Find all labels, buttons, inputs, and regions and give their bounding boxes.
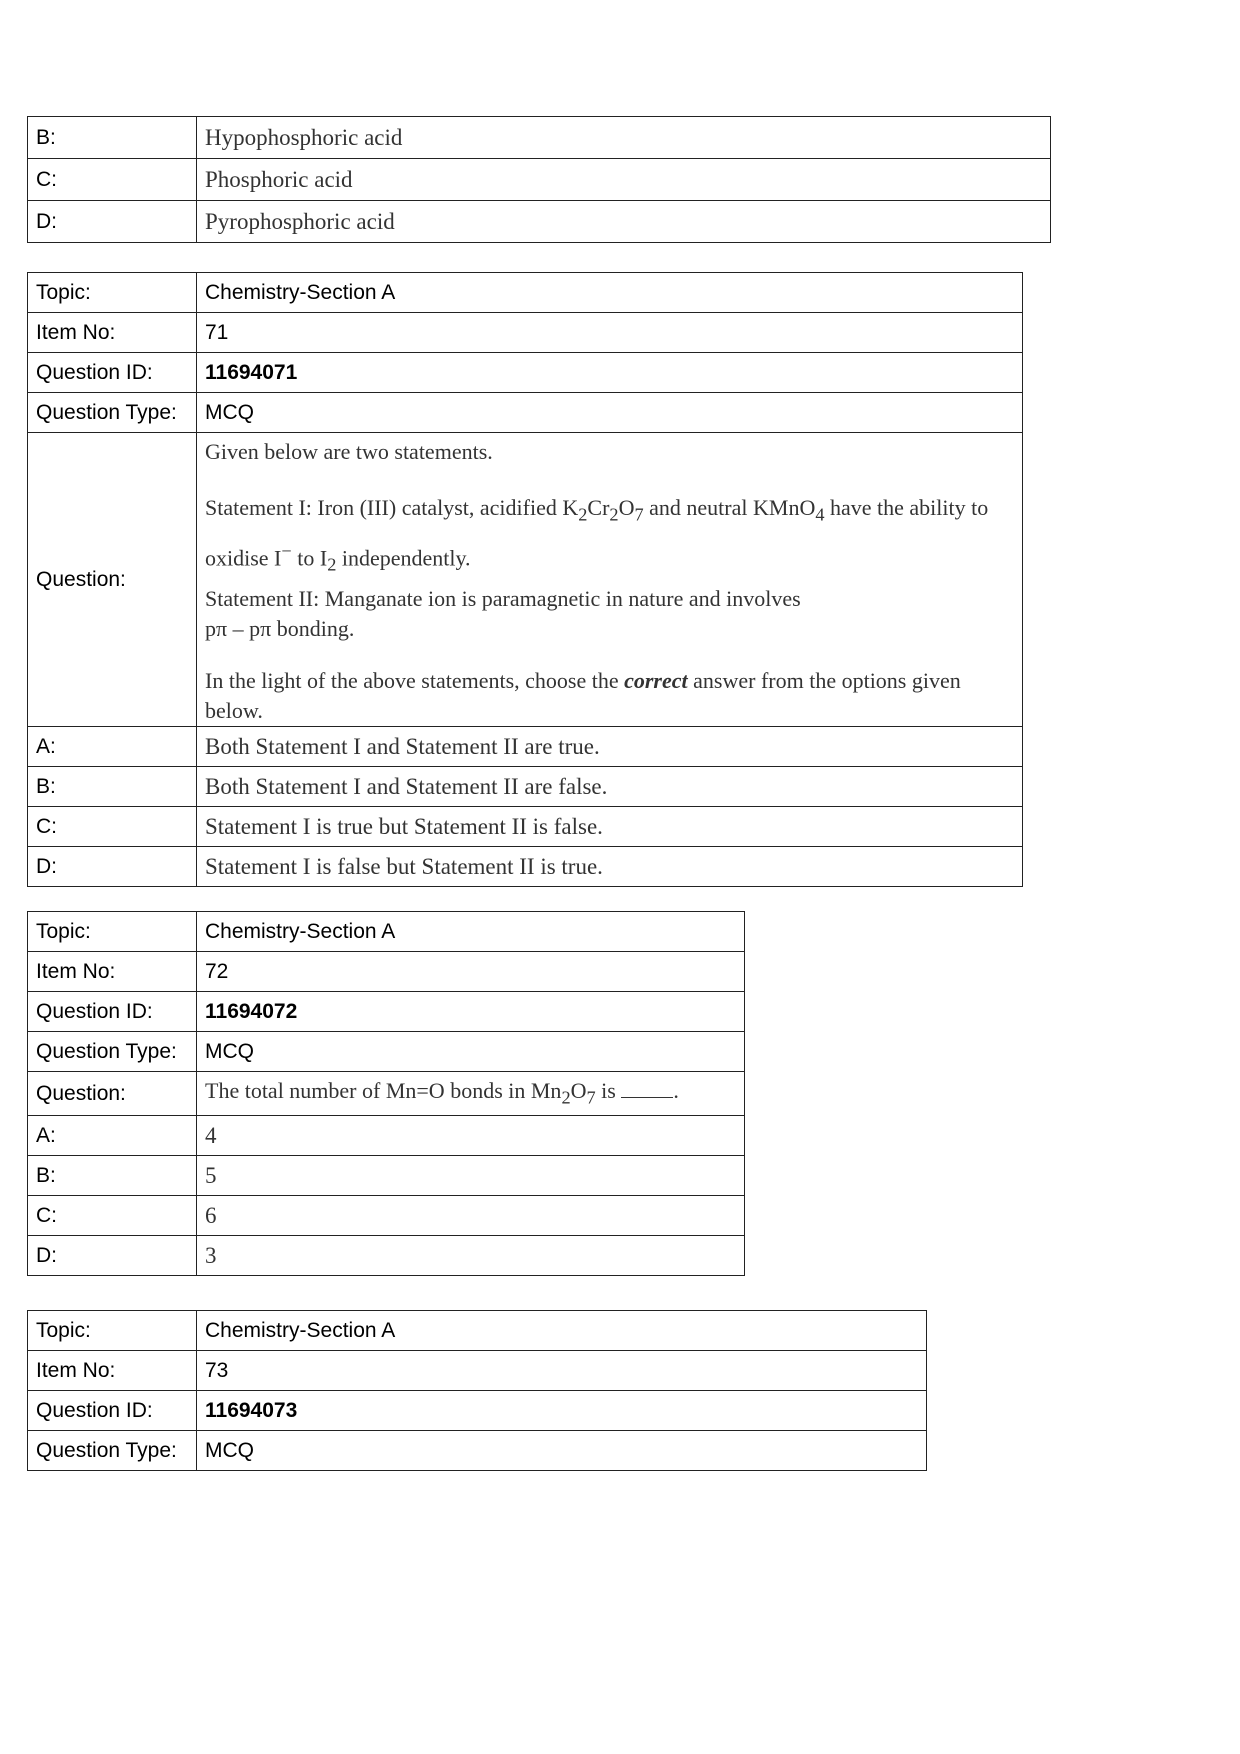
- question-id-row: [28, 353, 1023, 393]
- topic-value: Chemistry-Section A: [197, 273, 1023, 313]
- topic-label: Topic:: [28, 1311, 197, 1351]
- question-row: [28, 1072, 745, 1116]
- question-id-label: Question ID:: [28, 992, 197, 1032]
- option-label: A:: [28, 727, 197, 767]
- item-no-row: [28, 952, 745, 992]
- option-row: [28, 847, 1023, 887]
- question-intro: Given below are two statements.: [205, 439, 493, 464]
- question-id-value: 11694073: [197, 1391, 927, 1431]
- question-type-value: MCQ: [197, 393, 1023, 433]
- option-label: B:: [28, 1156, 197, 1196]
- option-row: [28, 1196, 745, 1236]
- question-71-table: [27, 272, 1023, 887]
- question-body: [197, 433, 1023, 727]
- topic-row: [28, 1311, 927, 1351]
- question-type-value: MCQ: [197, 1431, 927, 1471]
- option-row: [28, 1116, 745, 1156]
- question-type-value: MCQ: [197, 1032, 745, 1072]
- option-text: Both Statement I and Statement II are true.: [197, 727, 1023, 767]
- option-row: [28, 117, 1051, 159]
- option-row: [28, 727, 1023, 767]
- question-row: [28, 433, 1023, 727]
- question-body: The total number of Mn=O bonds in $Mn_2O_7$ is .: [197, 1072, 745, 1116]
- question-id-label: Question ID:: [28, 353, 197, 393]
- option-text: 4: [197, 1116, 745, 1156]
- option-row: [28, 767, 1023, 807]
- topic-label: Topic:: [28, 912, 197, 952]
- question-type-row: [28, 393, 1023, 433]
- option-label: A:: [28, 1116, 197, 1156]
- option-text: Both Statement I and Statement II are false.: [197, 767, 1023, 807]
- option-text: 6: [197, 1196, 745, 1236]
- option-label: B:: [28, 117, 197, 159]
- question-type-row: [28, 1032, 745, 1072]
- option-label: D:: [28, 847, 197, 887]
- topic-value: Chemistry-Section A: [197, 912, 745, 952]
- prev-question-options-table: [27, 116, 1051, 243]
- answer-blank: [621, 1097, 673, 1098]
- option-row: [28, 201, 1051, 243]
- item-no-label: Item No:: [28, 313, 197, 353]
- option-row: [28, 159, 1051, 201]
- option-label: C:: [28, 159, 197, 201]
- option-text: Statement I is false but Statement II is true.: [197, 847, 1023, 887]
- question-type-label: Question Type:: [28, 1032, 197, 1072]
- item-no-value: 71: [197, 313, 1023, 353]
- option-text: Hypophosphoric acid: [197, 117, 1051, 159]
- question-type-label: Question Type:: [28, 1431, 197, 1471]
- item-no-row: [28, 1351, 927, 1391]
- option-text: 3: [197, 1236, 745, 1276]
- option-text: Phosphoric acid: [197, 159, 1051, 201]
- statement-1: Statement I: Iron (III) catalyst, acidified $K_2Cr_2O_7$ and neutral KMnO$_4$ have the ability to oxidise I− to $I_2$ independently.: [205, 495, 989, 576]
- question-label: Question:: [28, 1072, 197, 1116]
- question-id-value: 11694072: [197, 992, 745, 1032]
- option-label: D:: [28, 1236, 197, 1276]
- topic-label: Topic:: [28, 273, 197, 313]
- item-no-value: 73: [197, 1351, 927, 1391]
- option-row: [28, 807, 1023, 847]
- option-row: [28, 1156, 745, 1196]
- question-72-table: [27, 911, 745, 1276]
- item-no-value: 72: [197, 952, 745, 992]
- statement-2: Statement II: Manganate ion is paramagnetic in nature and involves pπ – pπ bonding.: [205, 586, 801, 642]
- question-type-label: Question Type:: [28, 393, 197, 433]
- option-text: Pyrophosphoric acid: [197, 201, 1051, 243]
- option-text: Statement I is true but Statement II is false.: [197, 807, 1023, 847]
- question-id-row: [28, 992, 745, 1032]
- topic-row: [28, 912, 745, 952]
- item-no-row: [28, 313, 1023, 353]
- option-label: B:: [28, 767, 197, 807]
- topic-row: [28, 273, 1023, 313]
- topic-value: Chemistry-Section A: [197, 1311, 927, 1351]
- option-label: C:: [28, 807, 197, 847]
- question-type-row: [28, 1431, 927, 1471]
- item-no-label: Item No:: [28, 952, 197, 992]
- option-text: 5: [197, 1156, 745, 1196]
- option-label: D:: [28, 201, 197, 243]
- question-73-table: [27, 1310, 927, 1471]
- question-id-label: Question ID:: [28, 1391, 197, 1431]
- item-no-label: Item No:: [28, 1351, 197, 1391]
- option-label: C:: [28, 1196, 197, 1236]
- question-id-row: [28, 1391, 927, 1431]
- option-row: [28, 1236, 745, 1276]
- question-label: Question:: [28, 433, 197, 727]
- question-id-value: 11694071: [197, 353, 1023, 393]
- question-instruction: In the light of the above statements, choose the correct answer from the options given below.: [205, 668, 961, 724]
